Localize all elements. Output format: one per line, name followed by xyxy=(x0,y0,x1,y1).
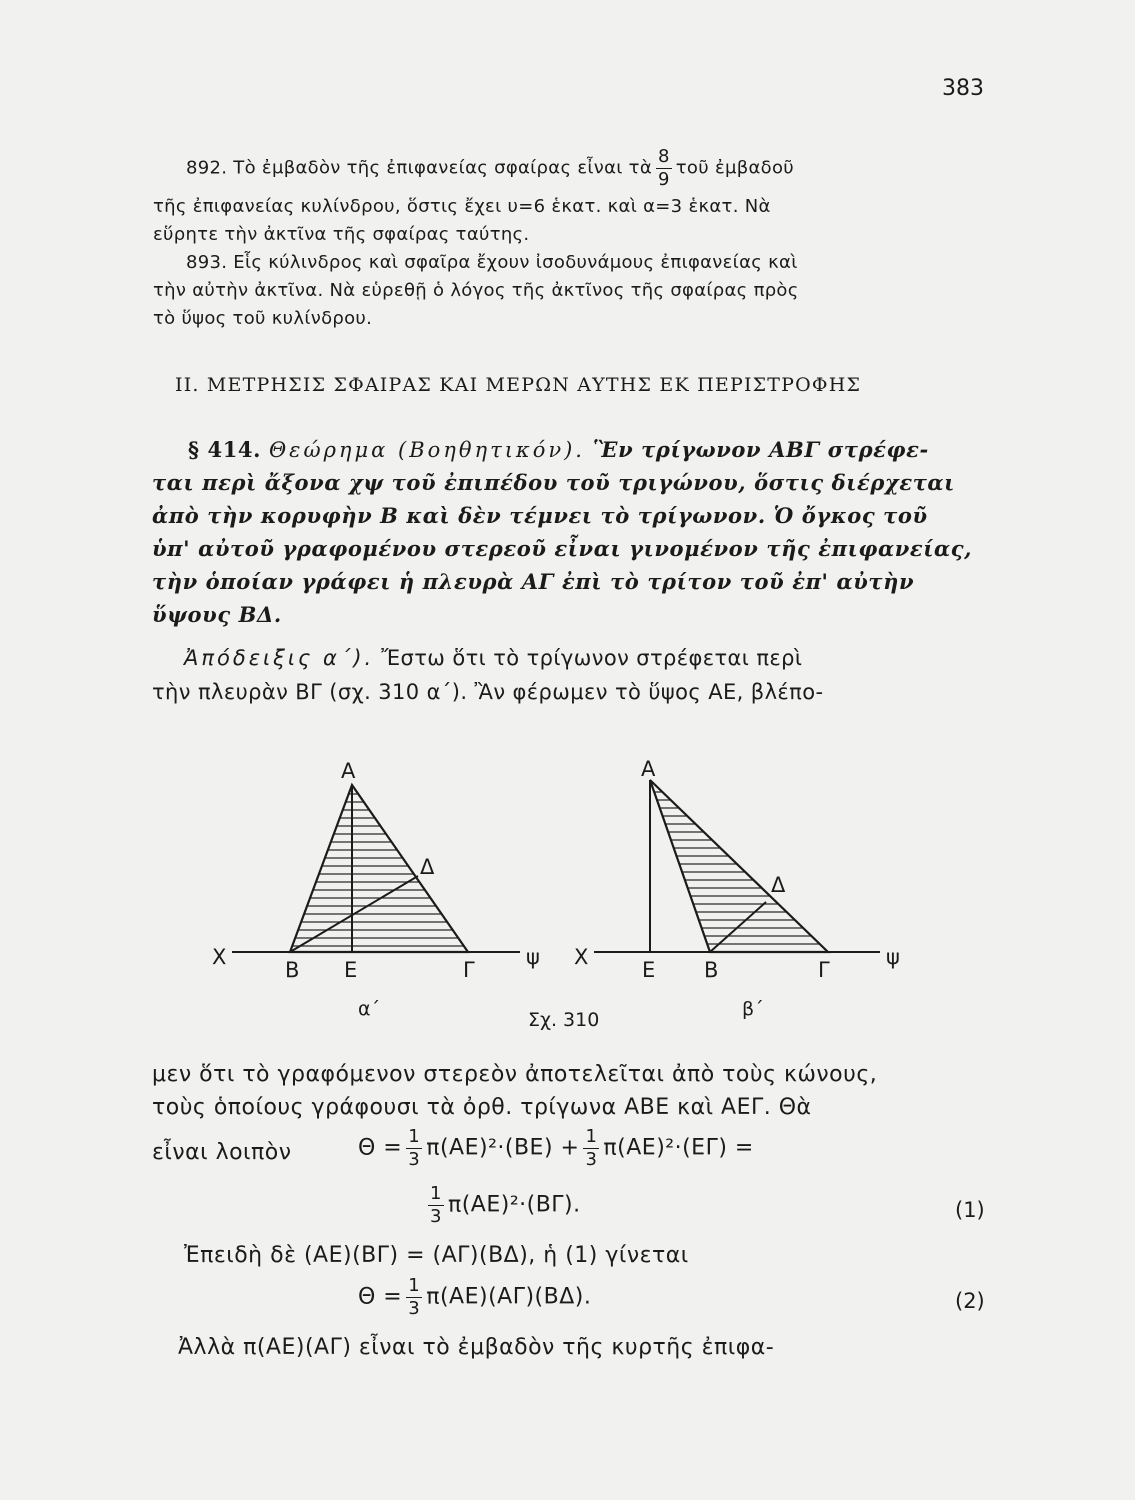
body-line-2: τοὺς ὁποίους γράφουσι τὰ ὀρθ. τρίγωνα ΑΒΕ καὶ ΑΕΓ. Θὰ xyxy=(152,1095,812,1120)
eq1-term-2: π(ΑΕ)²·(ΕΓ) = xyxy=(603,1135,754,1161)
problem-892-text-b: τοῦ ἐμβαδοῦ xyxy=(675,157,795,179)
theorem-line-4: ὑπ' αὐτοῦ γραφομένου στερεοῦ εἶναι γινομένον τῆς ἐπιφανείας, xyxy=(152,536,973,561)
equation-1-line-1 xyxy=(358,1128,754,1169)
proof-label: Ἀπόδειξις α΄). xyxy=(184,646,375,670)
figure-310 xyxy=(0,740,1135,1040)
proof-line-1 xyxy=(184,646,802,670)
left-label-A: Α xyxy=(341,759,356,783)
eq1-term-1: π(ΑΕ)²·(ΒΕ) + xyxy=(426,1135,580,1161)
right-label-Y: ψ xyxy=(886,945,900,969)
theorem-text-1: Ἓν τρίγωνον ΑΒΓ στρέφε- xyxy=(592,437,929,462)
right-label-E: Ε xyxy=(642,958,656,982)
eq1-term-3: π(ΑΕ)²·(ΒΓ). xyxy=(447,1192,581,1218)
right-label-G: Γ xyxy=(818,958,830,982)
left-label-X: Χ xyxy=(212,945,227,969)
proof-text-1: Ἔστω ὅτι τὸ τρίγωνον στρέφεται περὶ xyxy=(381,646,803,670)
theorem-line-1 xyxy=(188,437,929,462)
equation-1-line-2 xyxy=(424,1185,581,1226)
figure-caption: Σχ. 310 xyxy=(528,1009,600,1031)
left-label-Y: ψ xyxy=(526,945,540,969)
body-text-3: εἶναι λοιπὸν xyxy=(152,1140,292,1165)
problem-893-line-2: τὴν αὐτὴν ἀκτῖνα. Νὰ εὑρεθῇ ὁ λόγος τῆς ἀκτῖνος τῆς σφαίρας πρὸς xyxy=(153,280,799,301)
eq1-lhs: Θ = xyxy=(358,1135,403,1161)
eq2-term: π(ΑΕ)(ΑΓ)(ΒΔ). xyxy=(426,1284,592,1310)
body-line-7: Ἀλλὰ π(ΑΕ)(ΑΓ) εἶναι τὸ ἐμβαδὸν τῆς κυρτῆς ἐπιφα- xyxy=(178,1335,775,1360)
fraction-1-3: $\frac{1}{3}$ xyxy=(408,1126,421,1170)
fraction-1-3: $\frac{1}{3}$ xyxy=(430,1183,442,1227)
theorem-line-3: ἀπὸ τὴν κορυφὴν Β καὶ δὲν τέμνει τὸ τρίγωνον. Ὁ ὄγκος τοῦ xyxy=(152,503,928,528)
problem-892-line-3: εὕρητε τὴν ἀκτῖνα τῆς σφαίρας ταύτης. xyxy=(153,224,530,245)
body-line-3 xyxy=(152,1140,291,1165)
page-number: 383 xyxy=(942,76,984,101)
problem-893-line-3: τὸ ὕψος τοῦ κυλίνδρου. xyxy=(153,308,373,329)
eq2-lhs: Θ = xyxy=(358,1284,403,1310)
right-label-B: Β xyxy=(704,958,719,982)
body-line-5: Ἐπειδὴ δὲ (ΑΕ)(ΒΓ) = (ΑΓ)(ΒΔ), ἡ (1) γίνεται xyxy=(184,1243,689,1268)
theorem-line-6: ὕψους ΒΔ. xyxy=(152,602,282,627)
right-label-A: Α xyxy=(641,757,656,781)
left-hatching xyxy=(280,794,480,946)
theorem-line-5: τὴν ὁποίαν γράφει ἡ πλευρὰ ΑΓ ἐπὶ τὸ τρίτον τοῦ ἐπ' αὐτὴν xyxy=(152,569,915,594)
fraction-1-3: $\frac{1}{3}$ xyxy=(585,1126,598,1170)
right-label-D: Δ xyxy=(771,873,786,897)
body-line-1: μεν ὅτι τὸ γραφόμενον στερεὸν ἀποτελεῖται ἀπὸ τοὺς κώνους, xyxy=(152,1062,878,1087)
problem-892-text-a: 892. Τὸ ἐμβαδὸν τῆς ἐπιφανείας σφαίρας εἶναι τὰ xyxy=(186,157,652,179)
problem-892-line-1 xyxy=(186,148,794,189)
left-triangle xyxy=(290,785,468,952)
left-label-B: Β xyxy=(285,958,300,982)
equation-2-number: (2) xyxy=(955,1289,985,1313)
right-label-X: Χ xyxy=(574,945,589,969)
figure-right xyxy=(574,757,900,1020)
theorem-line-2: ται περὶ ἄξονα χψ τοῦ ἐπιπέδου τοῦ τριγώνου, ὅστις διέρχεται xyxy=(152,470,955,495)
equation-1-number: (1) xyxy=(955,1198,985,1222)
proof-line-2: τὴν πλευρὰν ΒΓ (σχ. 310 α΄). Ἂν φέρωμεν τὸ ὕψος ΑΕ, βλέπο- xyxy=(152,680,824,704)
left-label-G: Γ xyxy=(463,958,475,982)
problem-893-line-1: 893. Εἷς κύλινδρος καὶ σφαῖρα ἔχουν ἰσοδυνάμους ἐπιφανείας καὶ xyxy=(186,252,798,273)
left-label-E: Ε xyxy=(344,958,358,982)
equation-2 xyxy=(358,1277,591,1318)
theorem-label: Θεώρημα (Βοηθητικόν). xyxy=(268,438,585,462)
fraction-1-3: $\frac{1}{3}$ xyxy=(408,1275,421,1319)
left-caption: α΄ xyxy=(358,998,381,1020)
section-heading: II. ΜΕΤΡΗΣΙΣ ΣΦΑΙΡΑΣ ΚΑΙ ΜΕΡΩΝ ΑΥΤΗΣ ΕΚ ΠΕΡΙΣΤΡΟΦΗΣ xyxy=(175,374,862,396)
fraction-8-9: $\frac{8}{9}$ xyxy=(658,146,670,190)
problem-892-line-2: τῆς ἐπιφανείας κυλίνδρου, ὅστις ἔχει υ=6 ἑκατ. καὶ α=3 ἑκατ. Νὰ xyxy=(153,196,771,217)
left-label-D: Δ xyxy=(420,855,435,879)
theorem-number: § 414. xyxy=(188,437,262,462)
right-caption: β΄ xyxy=(742,998,764,1020)
figure-left xyxy=(212,759,540,1020)
